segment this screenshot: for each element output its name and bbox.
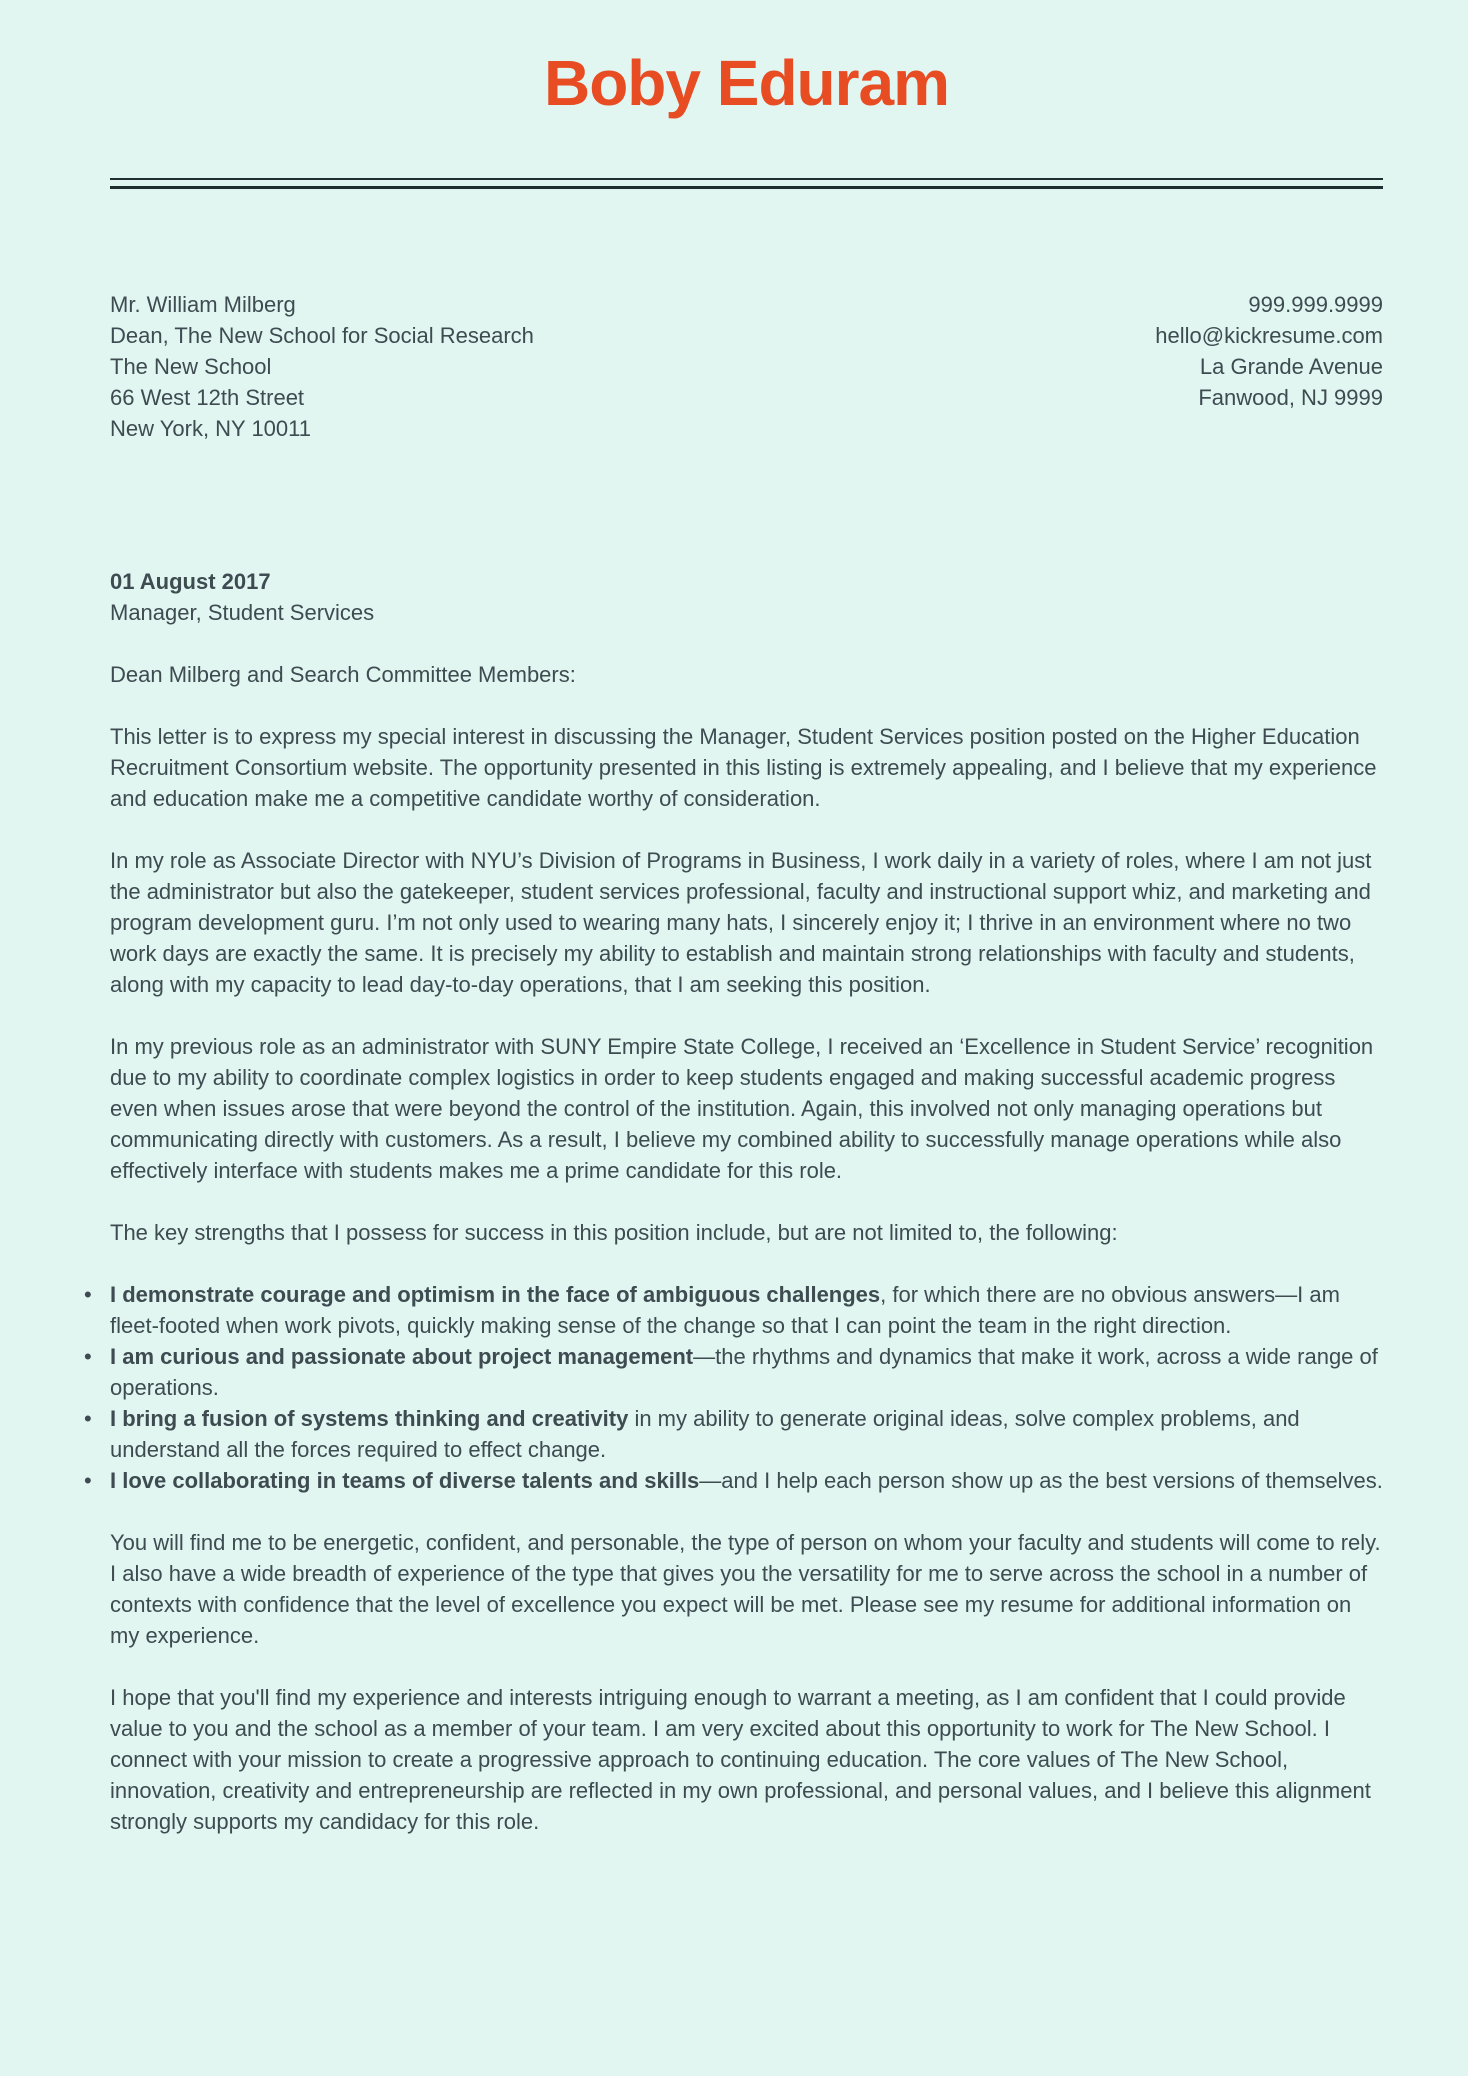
strength-rest: —the rhythms and dynamics that make it work, across a wide range of operations. — [110, 1344, 1378, 1400]
strength-rest: in my ability to generate original ideas, solve complex problems, and understand all the forces required to effect change. — [110, 1406, 1300, 1462]
strength-bold: I love collaborating in teams of diverse talents and skills — [110, 1468, 700, 1493]
sender-street: La Grande Avenue — [1199, 354, 1383, 379]
strength-rest: —and I help each person show up as the best versions of themselves. — [699, 1468, 1383, 1493]
date-block — [110, 566, 1383, 628]
list-item — [110, 1465, 1383, 1496]
salutation: Dean Milberg and Search Committee Members: — [110, 662, 576, 687]
strengths-list — [110, 1279, 1383, 1496]
recipient-title: Dean, The New School for Social Research — [110, 323, 534, 348]
list-item — [110, 1279, 1383, 1341]
paragraph-current-role: In my role as Associate Director with NYU’s Division of Programs in Business, I work daily in a variety of roles, where I am not just the administrator but also the gatekeeper, student services professional, faculty and instructional support whiz, and marketing and program development guru. I’m not only used to wearing many hats, I sincerely enjoy it; I thrive in an environment where no two work days are exactly the same. It is precisely my ability to establish and maintain strong relationships with faculty and students, along with my capacity to lead day-to-day operations, that I am seeking this position. — [110, 848, 1372, 997]
recipient-address — [110, 289, 534, 444]
paragraph-previous-role: In my previous role as an administrator with SUNY Empire State College, I received an ‘Excellence in Student Service’ recognition due to my ability to coordinate complex logistics in order to keep students engaged and making successful academic progress even when issues arose that were beyond the control of the institution. Again, this involved not only managing operations but communicating directly with customers. As a result, I believe my combined ability to successfully manage operations while also effectively interface with students makes me a prime candidate for this role. — [110, 1034, 1374, 1183]
sender-contact — [1155, 289, 1383, 444]
paragraph-strengths-intro: The key strengths that I possess for success in this position include, but are not limited to, the following: — [110, 1220, 1118, 1245]
recipient-street: 66 West 12th Street — [110, 385, 305, 410]
sender-email: hello@kickresume.com — [1155, 323, 1383, 348]
strength-bold: I demonstrate courage and optimism in the face of ambiguous challenges — [110, 1282, 881, 1307]
strength-bold: I am curious and passionate about project management — [110, 1344, 694, 1369]
list-item — [110, 1403, 1383, 1465]
paragraph-intro: This letter is to express my special interest in discussing the Manager, Student Services position posted on the Higher Education Recruitment Consortium website. The opportunity presented in this listing is extremely appealing, and I believe that my experience and education make me a competitive candidate worthy of consideration. — [110, 724, 1377, 811]
paragraph-closing-2: I hope that you'll find my experience and interests intriguing enough to warrant a meeting, as I am confident that I could provide value to you and the school as a member of your team. I am very excited about this opportunity to work for The New School. I connect with your mission to create a progressive approach to continuing education. The core values of The New School, innovation, creativity and entrepreneurship are reflected in my own professional, and personal values, and I believe this alignment strongly supports my candidacy for this role. — [110, 1685, 1371, 1834]
sender-city: Fanwood, NJ 9999 — [1198, 385, 1383, 410]
list-item — [110, 1341, 1383, 1403]
sender-phone: 999.999.9999 — [1248, 292, 1383, 317]
recipient-name: Mr. William Milberg — [110, 292, 296, 317]
strength-rest: , for which there are no obvious answers—I am fleet-footed when work pivots, quickly making sense of the change so that I can point the team in the right direction. — [110, 1282, 1340, 1338]
letter-date: 01 August 2017 — [110, 569, 271, 594]
paragraph-closing-1: You will find me to be energetic, confident, and personable, the type of person on whom your faculty and students will come to rely. I also have a wide breadth of experience of the type that gives you the versatility for me to serve across the school in a number of contexts with confidence that the level of excellence you expect will be met. Please see my resume for additional information on my experience. — [110, 1530, 1381, 1648]
position-title: Manager, Student Services — [110, 600, 375, 625]
header-divider — [110, 178, 1383, 189]
page-title: Boby Eduram — [543, 47, 950, 119]
recipient-city: New York, NY 10011 — [110, 416, 311, 441]
strength-bold: I bring a fusion of systems thinking and creativity — [110, 1406, 629, 1431]
recipient-org: The New School — [110, 354, 272, 379]
address-section — [110, 289, 1383, 444]
